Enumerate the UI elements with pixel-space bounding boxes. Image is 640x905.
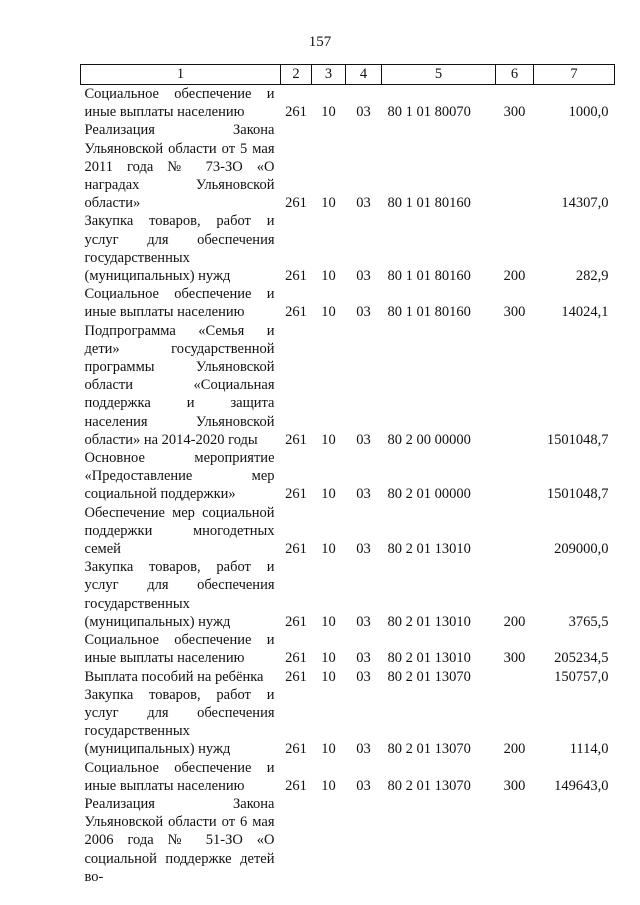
row-code-4: 03 — [356, 541, 371, 558]
row-code-5: 80 2 01 13070 — [387, 741, 471, 758]
row-code-3: 10 — [321, 195, 336, 212]
row-code-4: 03 — [356, 431, 371, 448]
row-code-2: 261 — [285, 741, 307, 758]
table-body — [81, 85, 615, 886]
table-row — [81, 121, 615, 212]
row-code-3: 10 — [321, 431, 336, 448]
row-code-5: 80 1 01 80160 — [387, 304, 471, 321]
table-row — [81, 449, 615, 504]
row-code-4: 03 — [356, 741, 371, 758]
row-amount: 1501048,7 — [546, 431, 609, 448]
table-row — [81, 759, 615, 795]
row-code-3: 10 — [321, 668, 336, 685]
row-code-6 — [496, 668, 534, 686]
row-code-3: 10 — [321, 104, 336, 121]
row-code-2: 261 — [285, 650, 307, 667]
row-code-5: 80 1 01 80160 — [387, 268, 471, 285]
row-code-5: 80 2 01 13070 — [387, 777, 471, 794]
row-code-6: 300 — [503, 777, 526, 794]
row-code-5: 80 2 01 13010 — [387, 650, 471, 667]
row-code-6 — [496, 121, 534, 212]
table-row — [81, 322, 615, 449]
row-code-4: 03 — [356, 613, 371, 630]
row-name: Закупка товаров, работ и услуг для обеспечения государственных (муниципальных) нужд — [84, 213, 275, 285]
row-amount: 1114,0 — [569, 741, 609, 758]
row-code-6 — [496, 795, 534, 886]
table-row — [81, 558, 615, 631]
table-row — [81, 285, 615, 321]
row-amount: 282,9 — [575, 268, 609, 285]
column-header-7: 7 — [534, 65, 615, 85]
column-header-3: 3 — [312, 65, 346, 85]
table-row — [81, 795, 615, 886]
row-amount: 14307,0 — [561, 195, 609, 212]
row-code-3: 10 — [321, 777, 336, 794]
row-code-2: 261 — [285, 195, 307, 212]
column-header-2: 2 — [281, 65, 312, 85]
row-code-5: 80 1 01 80070 — [387, 104, 471, 121]
row-code-2: 261 — [285, 104, 307, 121]
row-name: Основное мероприятие «Предоставление мер социальной поддержки» — [84, 450, 275, 503]
row-code-4: 03 — [356, 104, 371, 121]
row-code-4: 03 — [356, 304, 371, 321]
row-code-4: 03 — [356, 268, 371, 285]
table-row — [81, 504, 615, 559]
row-amount — [534, 795, 615, 886]
row-code-2: 261 — [285, 613, 307, 630]
row-code-2: 261 — [285, 541, 307, 558]
row-name: Закупка товаров, работ и услуг для обеспечения государственных (муниципальных) нужд — [84, 559, 275, 630]
row-name: Социальное обеспечение и иные выплаты населению — [84, 86, 275, 121]
table-header-row — [81, 65, 615, 85]
row-code-4 — [346, 795, 382, 886]
column-header-6: 6 — [496, 65, 534, 85]
row-name: Выплата пособий на ребёнка — [84, 668, 264, 685]
row-amount: 3765,5 — [568, 613, 609, 630]
row-code-4: 03 — [356, 195, 371, 212]
table-row — [81, 85, 615, 122]
row-code-2: 261 — [285, 268, 307, 285]
row-code-3: 10 — [321, 613, 336, 630]
row-code-5: 80 2 01 13010 — [387, 541, 471, 558]
row-name: Социальное обеспечение и иные выплаты населению — [84, 632, 275, 667]
row-code-3: 10 — [321, 541, 336, 558]
budget-table — [80, 64, 615, 886]
row-amount: 150757,0 — [554, 668, 609, 685]
row-code-6 — [496, 449, 534, 504]
row-code-2 — [281, 795, 312, 886]
row-amount: 149643,0 — [554, 777, 609, 794]
table-row — [81, 631, 615, 667]
table-row — [81, 686, 615, 759]
row-code-3 — [312, 795, 346, 886]
row-code-4: 03 — [356, 668, 371, 685]
row-name: Закупка товаров, работ и услуг для обеспечения государственных (муниципальных) нужд — [84, 686, 275, 758]
table-row — [81, 668, 615, 686]
row-code-6: 200 — [503, 268, 526, 285]
row-code-4: 03 — [356, 650, 371, 667]
column-header-5: 5 — [382, 65, 496, 85]
row-code-6: 200 — [503, 613, 526, 630]
row-name: Реализация Закона Ульяновской области от 6 мая 2006 года № 51-ЗО «О социальной поддержке детей во- — [84, 795, 275, 885]
row-code-4: 03 — [356, 777, 371, 794]
row-code-5: 80 1 01 80160 — [387, 195, 471, 212]
row-code-6: 300 — [503, 104, 526, 121]
row-amount: 1501048,7 — [546, 486, 609, 503]
row-amount: 1000,0 — [568, 104, 609, 121]
row-amount: 14024,1 — [561, 304, 609, 321]
row-code-2: 261 — [285, 304, 307, 321]
row-code-6: 300 — [503, 304, 526, 321]
row-name: Социальное обеспечение и иные выплаты населению — [84, 286, 275, 321]
row-code-2: 261 — [285, 486, 307, 503]
row-code-3: 10 — [321, 741, 336, 758]
row-code-2: 261 — [285, 777, 307, 794]
row-name: Социальное обеспечение и иные выплаты населению — [84, 759, 275, 794]
row-code-3: 10 — [321, 650, 336, 667]
row-code-5: 80 2 00 00000 — [387, 431, 471, 448]
row-code-6 — [496, 322, 534, 449]
row-code-4: 03 — [356, 486, 371, 503]
row-code-6 — [496, 504, 534, 559]
row-code-3: 10 — [321, 268, 336, 285]
column-header-4: 4 — [346, 65, 382, 85]
row-code-5: 80 2 01 00000 — [387, 486, 471, 503]
row-code-6: 200 — [503, 741, 526, 758]
row-code-5: 80 2 01 13070 — [387, 668, 471, 685]
row-code-2: 261 — [285, 668, 307, 685]
row-code-5: 80 2 01 13010 — [387, 613, 471, 630]
row-code-5 — [382, 795, 496, 886]
row-name: Реализация Закона Ульяновской области от 5 мая 2011 года № 73-ЗО «О наградах Ульяновской области» — [84, 122, 275, 212]
row-name: Обеспечение мер социальной поддержки многодетных семей — [84, 504, 275, 558]
column-header-1: 1 — [81, 65, 281, 85]
row-amount: 205234,5 — [554, 650, 609, 667]
table-row — [81, 212, 615, 285]
row-code-2: 261 — [285, 431, 307, 448]
row-code-3: 10 — [321, 304, 336, 321]
row-amount: 209000,0 — [554, 541, 609, 558]
row-code-6: 300 — [503, 650, 526, 667]
page-number: 157 — [308, 34, 332, 50]
row-name: Подпрограмма «Семья и дети» государственной программы Ульяновской области «Социальная поддержка и защита населения Ульяновской области» на 2014-2020 годы — [84, 322, 275, 448]
row-code-3: 10 — [321, 486, 336, 503]
